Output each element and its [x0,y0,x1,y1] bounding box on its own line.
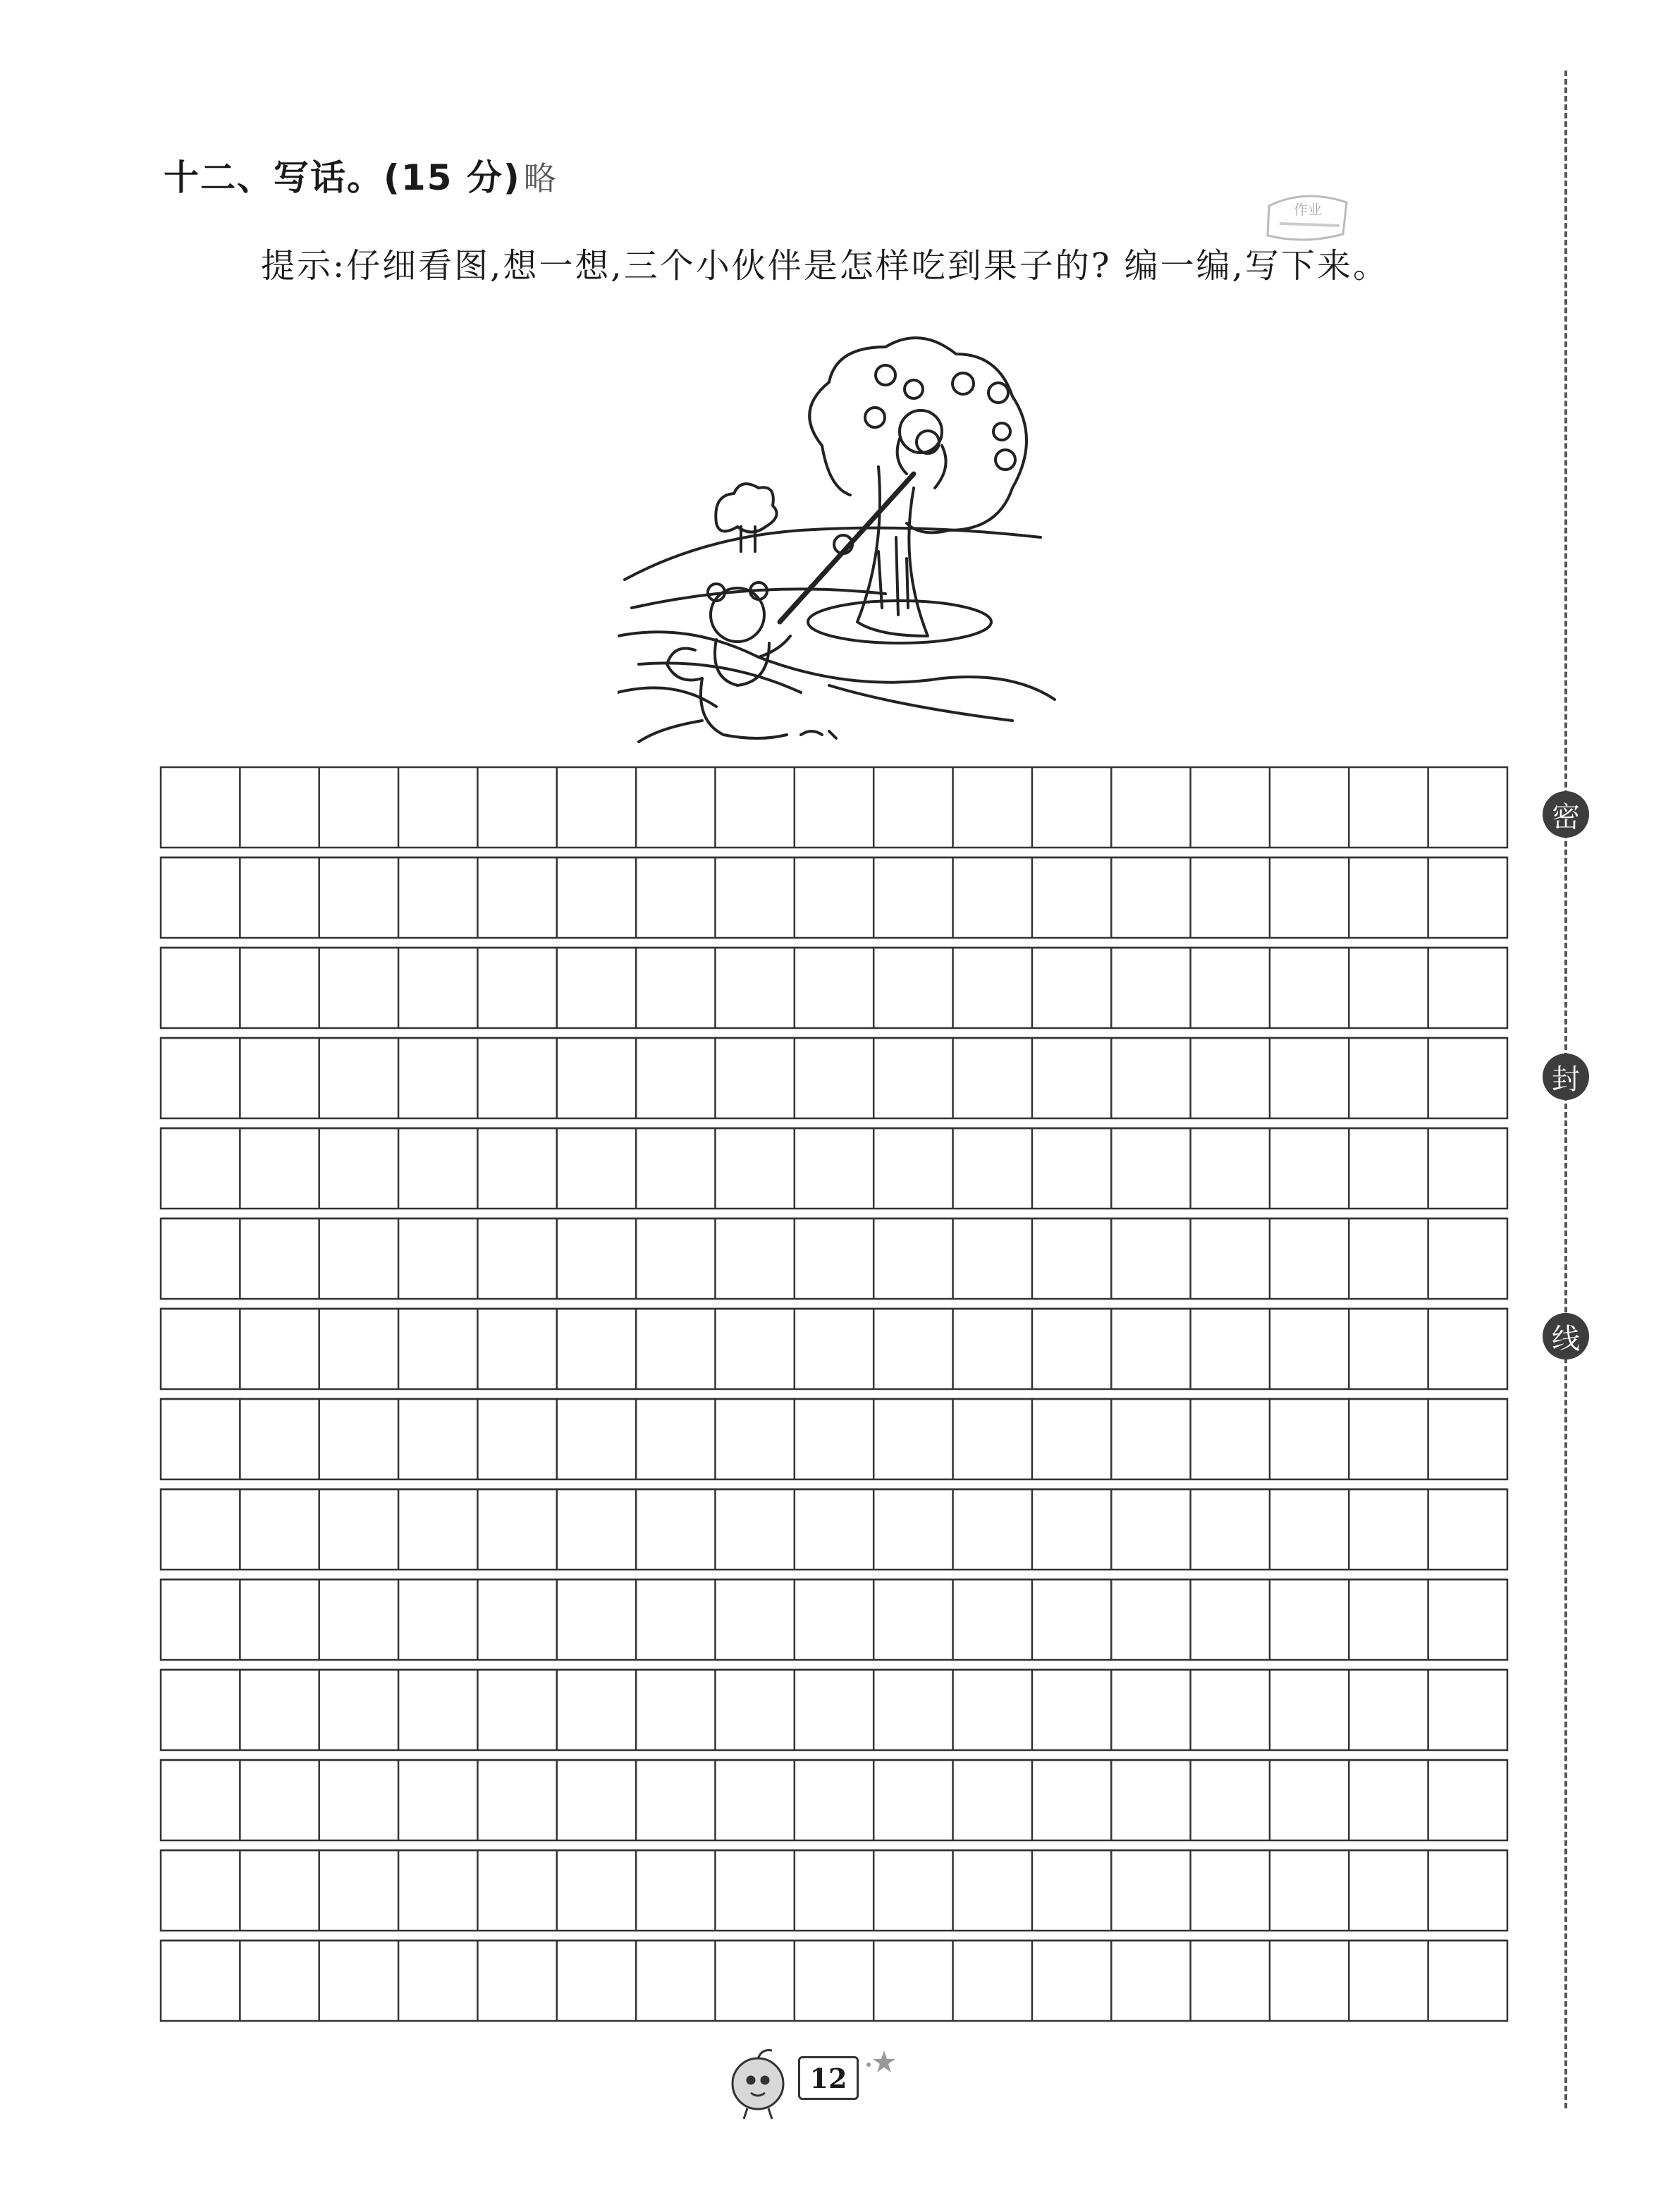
grid-row[interactable] [161,1670,1507,1760]
seal-char-mi: 密 [1543,791,1589,838]
apple-mascot-icon [719,2045,797,2125]
question-score: (15 分) [384,157,521,198]
seal-char-xian: 线 [1543,1313,1589,1359]
stamp-text: 作业 [1294,201,1322,218]
grid-row[interactable] [161,1399,1507,1489]
writing-grid[interactable] [159,766,1513,2031]
grid-row[interactable] [161,1309,1507,1399]
grid-row[interactable] [161,767,1507,857]
hint-text: 提示:仔细看图,想一想,三个小伙伴是怎样吃到果子的? 编一编,写下来。 [261,246,1389,286]
grid-row[interactable] [161,1038,1507,1128]
grid-row[interactable] [161,857,1507,948]
grid-row[interactable] [161,1489,1507,1579]
grid-row[interactable] [161,1579,1507,1670]
grid-row[interactable] [161,1760,1507,1850]
grid-row[interactable] [161,948,1507,1038]
question-heading [164,149,558,200]
seal-char-feng: 封 [1543,1053,1589,1100]
story-illustration [618,326,1069,752]
question-title: 十二、写话。 [164,157,384,198]
page-number: 12 [798,2056,859,2100]
grid-row[interactable] [161,1850,1507,1941]
answer-note: 略 [523,159,558,197]
grid-row[interactable] [161,1941,1507,2021]
stamp-logo [1262,185,1354,251]
star-icon [862,2049,897,2080]
grid-row[interactable] [161,1218,1507,1309]
grid-row[interactable] [161,1128,1507,1218]
